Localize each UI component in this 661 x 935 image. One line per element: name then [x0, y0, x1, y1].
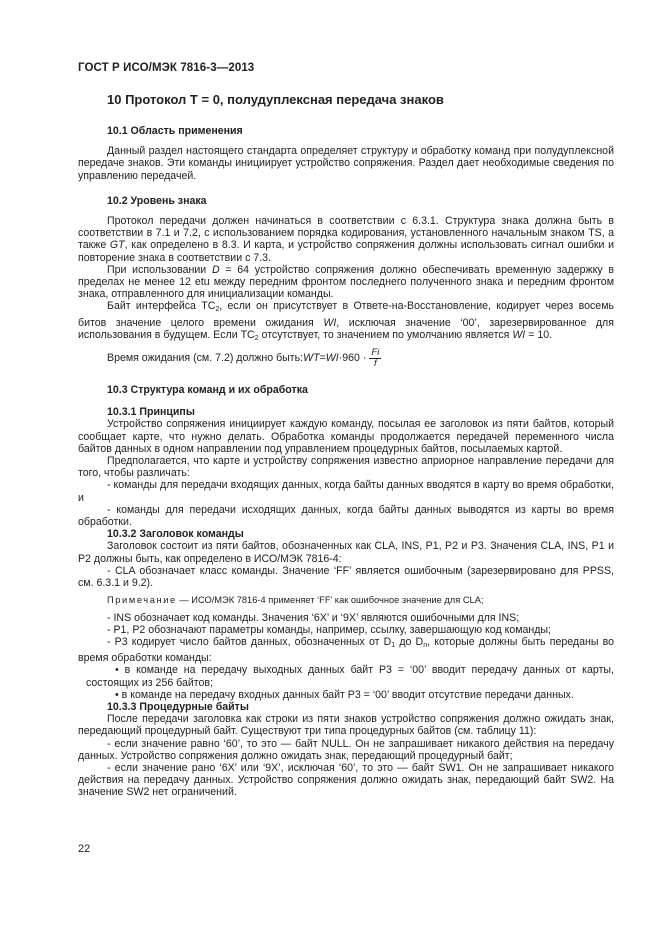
page-content: [78, 125, 614, 799]
page-number: 22: [78, 843, 91, 855]
list-item: - INS обозначает код команды. Значения ‘6X’ и ‘9X’ являются ошибочными для INS;: [107, 611, 520, 624]
paragraph: Предполагается, что карте и устройству сопряжения известно априорное направление передачи для того, чтобы различать:: [78, 455, 614, 480]
section-10-3-3-title: 10.3.3 Процедурные байты: [107, 700, 249, 713]
wait-time-formula: Время ожидания (см. 7.2) должно быть: WT = WI ·960 · $\frac{Fi}{f}$: [107, 346, 380, 369]
list-subitem: • в команде на передачу выходных данных байт P3 = ‘00’ вводит передачу данных от карты, состоящих из 256 байтов;: [86, 664, 614, 689]
paragraph: После передачи заголовка как строки из пяти знаков устройство сопряжения должно ожидать знак, передающий процедурный байт. Существуют три типа процедурных байтов (см. таблицу 11):: [78, 713, 614, 738]
section-10-3-2-title: 10.3.2 Заголовок команды: [107, 528, 244, 541]
section-10-3-1-title: 10.3.1 Принципы: [107, 406, 195, 419]
list-item: - P3 кодирует число байтов данных, обозначенных от $D_1$ до $D_n$, которые должны быть переданы во время обработки команды:: [78, 635, 614, 665]
paragraph: Байт интерфейса $TC_2$, если он присутствует в Ответе-на-Восстановление, кодирует через восемь битов значение целого времени ожидания WI, исключая значение ‘00’, зарезервированное для использования в будущем. Если $TC_2$ отсутствует, то значением по умолчанию является WI = 10.: [78, 300, 614, 342]
list-item: - команды для передачи входящих данных, когда байты данных вводятся в карту во время обработки, и: [78, 479, 614, 504]
formula-fraction: $\frac{Fi}{f}$: [371, 346, 380, 369]
paragraph: Протокол передачи должен начинаться в соответствии с 6.3.1. Структура знака должна быть в соответствии в 7.1 и 7.2, с использованием порядка кодирования, установленного начальным знаком TS, а также GT, как определено в 8.3. И карта, и устройство сопряжения должны использовать сигнал ошибки и повторение знака в соответствии с 7.3.: [78, 215, 614, 264]
paragraph: Данный раздел настоящего стандарта определяет структуру и обработку команд при полудуплексной передаче знаков. Эти команды инициирует устройство сопряжения. Раздел дает необходимые сведения по управлению передачей.: [78, 145, 614, 182]
section-10-3-title: 10.3 Структура команд и их обработка: [107, 384, 308, 397]
section-10-2-title: 10.2 Уровень знака: [107, 194, 207, 207]
paragraph: При использовании D = 64 устройство сопряжения должно обеспечивать временную задержку в пределах не менее 12 etu между передним фронтом последнего полученного знака и передним фронтом знака, отправленного для инициализации команды.: [78, 263, 614, 301]
section-10-title: 10 Протокол T = 0, полудуплексная передача знаков: [107, 92, 444, 107]
note: Примечание — ИСО/МЭК 7816-4 применяет ‘FF’ как ошибочное значение для CLA;: [107, 595, 484, 606]
list-item: - если значение равно ‘60’, то это — байт NULL. Он не запрашивает никакого действия на передачу данных. Устройство сопряжения должно ожидать знак, передающий процедурный байт;: [78, 737, 614, 762]
list-item: - CLA обозначает класс команды. Значение ‘FF’ является ошибочным (зарезервировано для PPSS, см. 6.3.1 и 9.2).: [78, 564, 614, 590]
section-10-1-title: 10.1 Область применения: [107, 125, 243, 137]
paragraph: Устройство сопряжения инициирует каждую команду, посылая ее заголовок из пяти байтов, который сообщает карте, что нужно делать. Обработка команды продолжается передачей переменного числа байтов данных в одном направлении под управлением процедурных байтов, посылаемых картой.: [78, 418, 614, 455]
list-item: - команды для передачи исходящих данных, когда байты данных выводятся из карты во время обработки.: [78, 503, 614, 529]
list-subitem: • в команде на передачу входных данных байт P3 = ‘00’ вводит отсутствие передачи данных.: [115, 688, 574, 701]
list-item: - P1, P2 обозначают параметры команды, например, ссылку, завершающую код команды;: [107, 623, 551, 636]
list-item: - если значение рано ‘6X’ или ‘9X’, исключая ‘60’, то это — байт SW1. Он не запрашивает никакого действия на передачу данных. Устройство сопряжения должно ожидать знак, передающий байт SW2. На значение SW2 нет ограничений.: [78, 761, 614, 799]
paragraph: Заголовок состоит из пяти байтов, обозначенных как CLA, INS, P1, P2 и P3. Значения CLA, INS, P1 и P2 должны быть, как определено в ИСО/МЭК 7816-4:: [78, 540, 614, 565]
standard-header: ГОСТ Р ИСО/МЭК 7816-3—2013: [78, 62, 255, 74]
